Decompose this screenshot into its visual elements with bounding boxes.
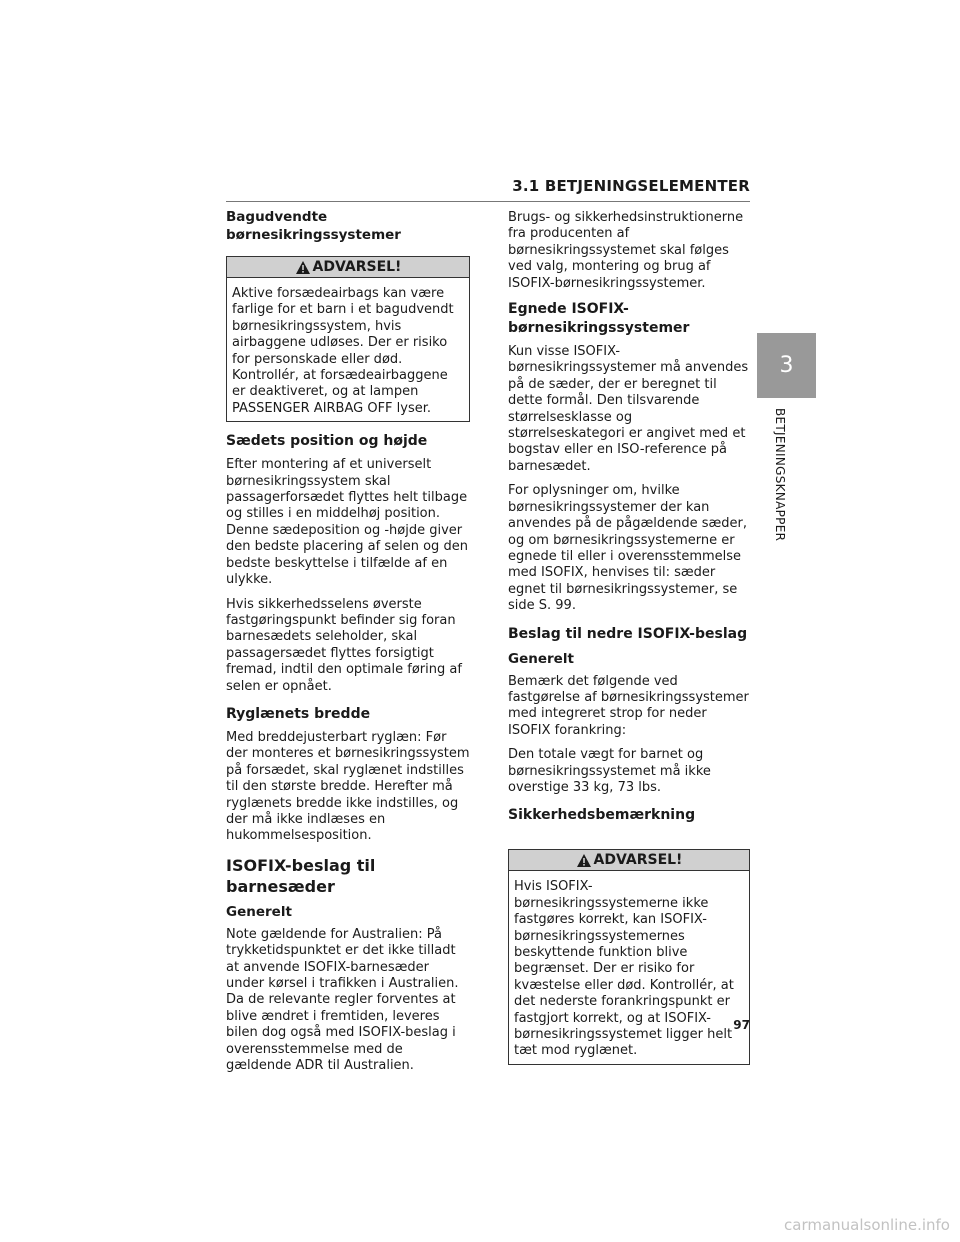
chapter-name: BETJENINGSKNAPPER <box>773 408 787 542</box>
heading-isofix-mounts: ISOFIX-beslag til barnesæder <box>226 855 376 896</box>
warning-label-isofix: ADVARSEL! <box>593 852 683 869</box>
warning-box-isofix <box>508 849 750 1064</box>
warning-box-airbag <box>226 256 470 422</box>
warning-header <box>227 257 469 278</box>
heading-seat-position: Sædets position og højde <box>226 433 428 450</box>
warning-text-isofix: Hvis ISOFIX-børnesikringssystemerne ikke fastgøres korrekt, kan ISOFIX-børnesikringssystemernes beskyttende funktion blive begrænset. Der er risiko for kvæstelse eller død. Kontrollér, at det nederste forankringspunkt er fastgjort korrekt, og at ISOFIX-børnesikringssystemet ligger helt tæt mod ryglænet. <box>514 879 734 1059</box>
heading-lower-anchors: Beslag til nedre ISOFIX-beslag <box>508 625 748 642</box>
paragraph-australia-note: Note gældende for Australien: På trykketidspunktet er det ikke tilladt at anvende ISOFIX-barnesæder under kørsel i trafikken i Australien. Da de relevante regler forventes at blive ændret i fremtiden, leveres bilen dog også med ISOFIX-beslag i overensstemmelse med de gældende ADR til Australien. <box>226 926 459 1074</box>
paragraph-instructions: Brugs- og sikkerhedsinstruktionerne fra producenten af børnesikringssystemet skal følges ved valg, montering og brug af ISOFIX-børnesikringssystemer. <box>508 210 744 291</box>
paragraph-belt-anchor: Hvis sikkerhedsselens øverste fastgøringspunkt befinder sig foran barnesædets seleholder, skal passagersædet flyttes forsigtigt fremad, indtil den optimale føring af selen er opnået. <box>226 596 462 694</box>
left-column <box>226 208 470 1082</box>
chapter-number: 3 <box>779 353 794 378</box>
chapter-tab <box>757 333 816 398</box>
warning-text: Aktive forsædeairbags kan være farlige for et barn i et bagudvendt børnesikringssystem, hvis airbaggene udløses. Der er risiko for personskade eller død. Kontrollér, at forsædeairbaggene er deaktiveret, og at lampen PASSENGER AIRBAG OFF lyser. <box>232 286 454 416</box>
heading-suitable-isofix: Egnede ISOFIX-børnesikringssystemer <box>508 301 690 337</box>
heading-rear-facing: Bagudvendte børnesikringssystemer <box>226 209 401 243</box>
page-number: 97 <box>733 1018 750 1032</box>
paragraph-seat-position: Efter montering af et universelt børnesikringssystem skal passagerforsædet flyttes helt tilbage og stilles i en middelhøj position. Denne sædeposition og -højde giver den bedste placering af selen og den bedste beskyttelse i tilfælde af en ulykke. <box>226 457 468 588</box>
paragraph-integrated-strap: Bemærk det følgende ved fastgørelse af børnesikringssystemer med integreret strop for neder ISOFIX forankring: <box>508 673 749 738</box>
warning-triangle-icon <box>295 260 311 275</box>
heading-backrest-width: Ryglænets bredde <box>226 705 371 722</box>
header-divider <box>226 201 750 202</box>
warning-label: ADVARSEL! <box>312 259 402 275</box>
paragraph-total-weight: Den totale vægt for barnet og børnesikringssystemet må ikke overstige 33 kg, 73 lbs. <box>508 747 711 795</box>
heading-safety-note: Sikkerhedsbemærkning <box>508 807 696 824</box>
paragraph-suitable-seats: Kun visse ISOFIX-børnesikringssystemer må anvendes på de sæder, der er beregnet til dette formål. Den tilsvarende størrelsesklasse og størrelseskategori er angivet med et bogstav eller en ISO-reference på barnesædet. <box>508 344 749 474</box>
watermark: carmanualsonline.info <box>784 1216 950 1234</box>
section-header: 3.1 BETJENINGSELEMENTER <box>512 177 750 195</box>
paragraph-backrest-width: Med breddejusterbart ryglæn: Før der monteres et børnesikringssystem på forsædet, skal ryglænet indstilles til den største bredde. Herefter må ryglænets bredde ikke indstilles, og der må ikke indlæses en hukommelsesposition. <box>226 729 470 844</box>
warning-header-isofix <box>509 850 749 871</box>
heading-general-right: Generelt <box>508 650 574 667</box>
right-column <box>508 210 750 1073</box>
heading-general: Generelt <box>226 903 292 920</box>
warning-triangle-icon <box>576 853 592 868</box>
paragraph-seat-reference: For oplysninger om, hvilke børnesikringssystemer der kan anvendes på de pågældende sæder, og om børnesikringssystemerne er egnede til eller i overensstemmelse med ISOFIX, henvises til: sæder egnet til børnesikringssystemer, se side S. 99. <box>508 483 748 614</box>
